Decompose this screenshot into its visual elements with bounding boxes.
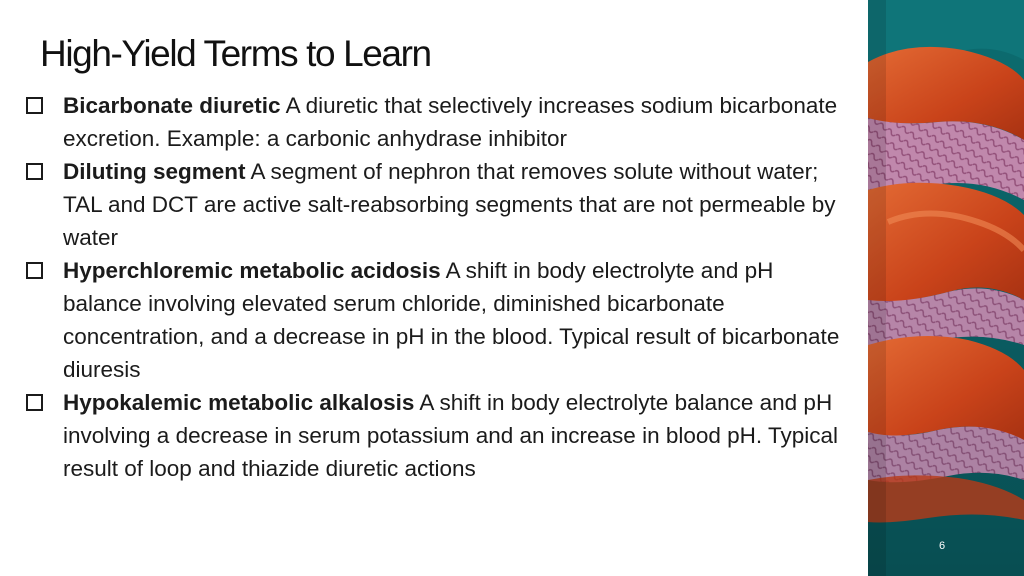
term-name: Diluting segment bbox=[63, 159, 246, 184]
page-number: 6 bbox=[938, 540, 946, 552]
term-name: Hypokalemic metabolic alkalosis bbox=[63, 390, 415, 415]
term-list bbox=[24, 89, 854, 485]
term-definition: A diuretic that selectively increases sodium bicarbonate excretion. Example: a carbonic anhydrase inhibitor bbox=[63, 93, 838, 151]
list-item bbox=[24, 254, 854, 386]
checkbox-bullet-icon bbox=[26, 394, 43, 411]
list-item bbox=[24, 89, 854, 155]
term-name: Bicarbonate diuretic bbox=[63, 93, 281, 118]
kidney-tissue-image bbox=[868, 0, 1024, 576]
slide-title: High-Yield Terms to Learn bbox=[40, 33, 431, 74]
checkbox-bullet-icon bbox=[26, 97, 43, 114]
term-name: Hyperchloremic metabolic acidosis bbox=[63, 258, 441, 283]
checkbox-bullet-icon bbox=[26, 163, 43, 180]
list-item bbox=[24, 155, 854, 254]
list-item bbox=[24, 386, 854, 485]
kidney-tissue-illustration bbox=[868, 0, 1024, 576]
term-definition: A segment of nephron that removes solute without water; TAL and DCT are active salt-reabsorbing segments that are not permeable by water bbox=[63, 159, 836, 250]
term-definition: A shift in body electrolyte and pH balance involving elevated serum chloride, diminished bicarbonate concentration, and a decrease in pH in the blood. Typical result of bicarbonate diuresis bbox=[63, 258, 840, 382]
term-definition: A shift in body electrolyte balance and pH involving a decrease in serum potassium and an increase in blood pH. Typical result of loop and thiazide diuretic actions bbox=[63, 390, 839, 481]
checkbox-bullet-icon bbox=[26, 262, 43, 279]
